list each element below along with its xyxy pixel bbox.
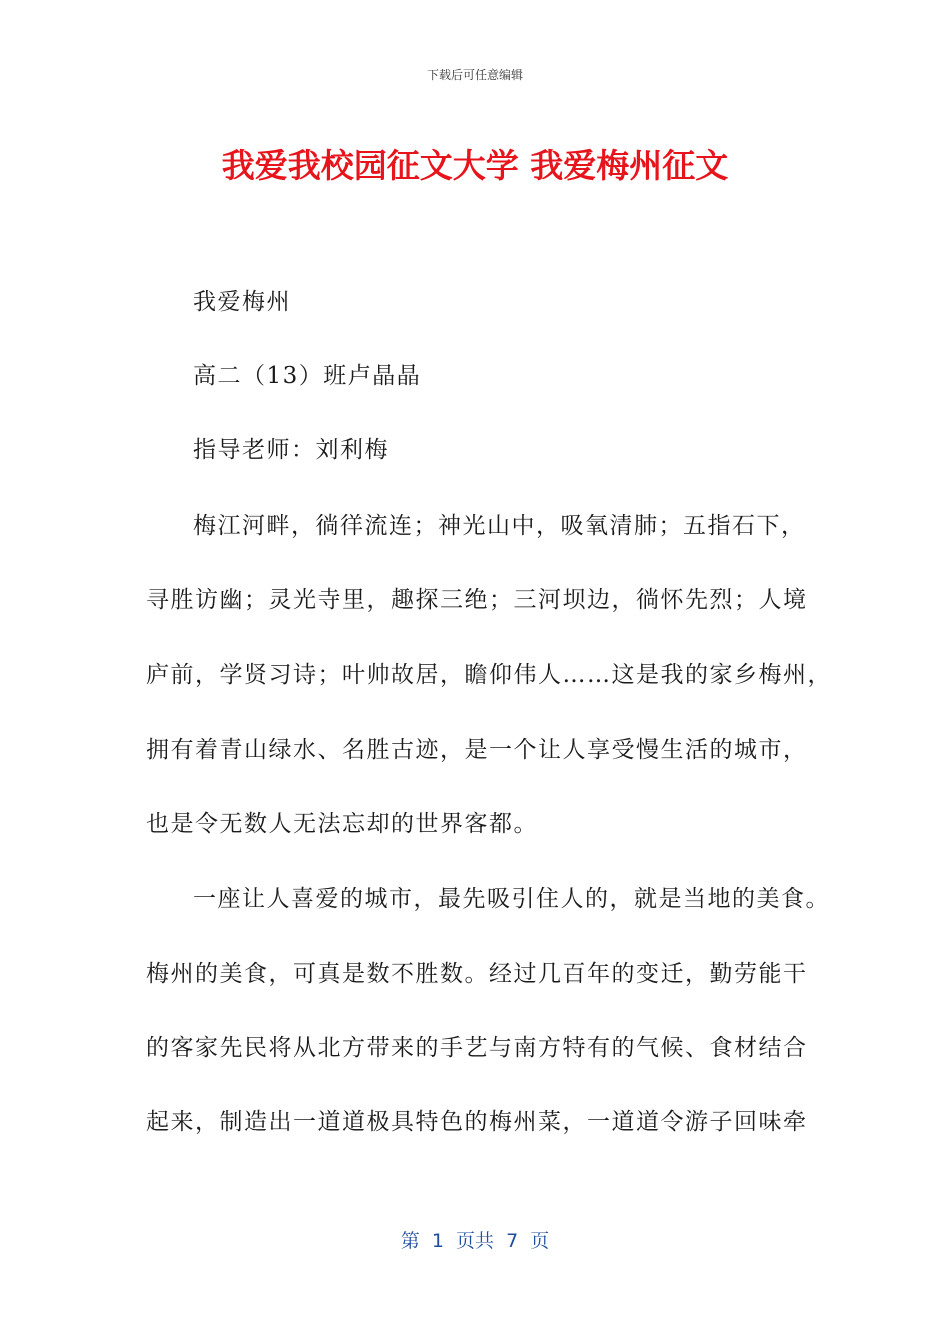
teacher-line: 指导老师：刘利梅 — [193, 437, 389, 463]
paragraph-1-line-3: 庐前，学贤习诗；叶帅故居，瞻仰伟人……这是我的家乡梅州， — [146, 662, 832, 688]
paragraph-1-line-5: 也是令无数人无法忘却的世界客都。 — [146, 811, 538, 837]
paragraph-2-line-4: 起来，制造出一道道极具特色的梅州菜，一道道令游子回味牵 — [146, 1109, 808, 1135]
paragraph-2-line-1: 一座让人喜爱的城市，最先吸引住人的，就是当地的美食。 — [193, 886, 830, 912]
paragraph-2-line-3: 的客家先民将从北方带来的手艺与南方特有的气候、食材结合 — [146, 1035, 808, 1061]
paragraph-1-line-4: 拥有着青山绿水、名胜古迹，是一个让人享受慢生活的城市， — [146, 737, 808, 763]
paragraph-1-line-1: 梅江河畔，徜徉流连；神光山中，吸氧清肺；五指石下， — [193, 513, 806, 539]
paragraph-2-line-2: 梅州的美食，可真是数不胜数。经过几百年的变迁，勤劳能干 — [146, 961, 808, 987]
document-title: 我爱我校园征文大学 我爱梅州征文 — [221, 146, 729, 185]
paragraph-1-line-2: 寻胜访幽；灵光寺里，趣探三绝；三河坝边，徜怀先烈；人境 — [146, 587, 808, 613]
header-note: 下载后可任意编辑 — [426, 68, 523, 82]
page-footer: 第 1 页共 7 页 — [400, 1230, 550, 1252]
author-line: 高二（13）班卢晶晶 — [193, 363, 422, 389]
subtitle-line: 我爱梅州 — [193, 289, 291, 315]
